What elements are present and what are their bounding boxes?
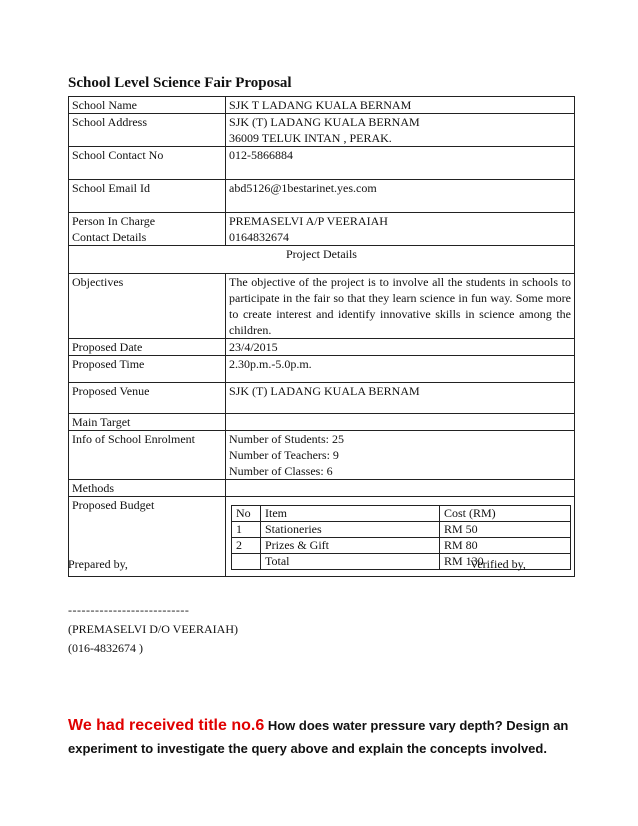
methods-value xyxy=(226,480,575,497)
person-name: PREMASELVI A/P VEERAIAH xyxy=(229,214,388,228)
budget-no: 1 xyxy=(232,522,261,538)
main-target-value xyxy=(226,414,575,431)
row-time xyxy=(69,356,575,383)
school-address-line2: 36009 TELUK INTAN , PERAK. xyxy=(229,131,392,145)
signature-line: --------------------------- xyxy=(68,603,190,617)
budget-row xyxy=(232,522,571,538)
budget-label: Proposed Budget xyxy=(69,497,226,577)
budget-cost: RM 50 xyxy=(440,522,571,538)
budget-header-no: No xyxy=(232,506,261,522)
title-note-text: How does water pressure vary depth? Design an experiment to investigate the query above and explain the concepts involved. xyxy=(68,718,569,756)
date-value: 23/4/2015 xyxy=(226,339,575,356)
budget-header-cost: Cost (RM) xyxy=(440,506,571,522)
person-in-charge-label: Person In Charge xyxy=(72,214,156,228)
title-note xyxy=(68,714,578,760)
date-label: Proposed Date xyxy=(69,339,226,356)
methods-label: Methods xyxy=(69,480,226,497)
enrolment-label: Info of School Enrolment xyxy=(69,431,226,480)
budget-header-row xyxy=(232,506,571,522)
enrolment-value xyxy=(226,431,575,480)
person-label xyxy=(69,213,226,246)
budget-item: Prizes & Gift xyxy=(261,538,440,554)
school-address-line1: SJK (T) LADANG KUALA BERNAM xyxy=(229,115,420,129)
time-value: 2.30p.m.-5.0p.m. xyxy=(226,356,575,383)
venue-label: Proposed Venue xyxy=(69,383,226,414)
school-address-label: School Address xyxy=(69,114,226,147)
objectives-value: The objective of the project is to involve all the students in schools to participate in the fair so that they learn science in fun way. Some more to create interest and identify innovative skills in science among the children. xyxy=(226,274,575,339)
budget-item: Total xyxy=(261,554,440,570)
person-phone: 0164832674 xyxy=(229,230,289,244)
venue-value: SJK (T) LADANG KUALA BERNAM xyxy=(226,383,575,414)
main-target-label: Main Target xyxy=(69,414,226,431)
project-details-heading: Project Details xyxy=(69,246,575,274)
contact-value: 012-5866884 xyxy=(226,147,575,180)
proposal-table xyxy=(68,96,575,577)
budget-row xyxy=(232,538,571,554)
row-enrolment xyxy=(69,431,575,480)
budget-no xyxy=(232,554,261,570)
budget-cost: RM 130 xyxy=(440,554,571,570)
budget-header-item: Item xyxy=(261,506,440,522)
row-contact xyxy=(69,147,575,180)
email-label: School Email Id xyxy=(69,180,226,213)
verified-by: Verified by, xyxy=(470,557,526,571)
time-label: Proposed Time xyxy=(69,356,226,383)
students-count: Number of Students: 25 xyxy=(229,432,344,446)
row-project-details xyxy=(69,246,575,274)
row-main-target xyxy=(69,414,575,431)
budget-cost: RM 80 xyxy=(440,538,571,554)
contact-details-label: Contact Details xyxy=(72,230,147,244)
row-methods xyxy=(69,480,575,497)
email-value: abd5126@1bestarinet.yes.com xyxy=(226,180,575,213)
prepared-by: Prepared by, xyxy=(68,557,128,571)
school-name-value: SJK T LADANG KUALA BERNAM xyxy=(226,97,575,114)
budget-no: 2 xyxy=(232,538,261,554)
signatory-name: (PREMASELVI D/O VEERAIAH) xyxy=(68,622,239,636)
person-value xyxy=(226,213,575,246)
budget-item: Stationeries xyxy=(261,522,440,538)
row-person xyxy=(69,213,575,246)
row-school-address xyxy=(69,114,575,147)
title-note-highlight: We had received title no.6 xyxy=(68,717,265,734)
row-venue xyxy=(69,383,575,414)
objectives-label: Objectives xyxy=(69,274,226,339)
teachers-count: Number of Teachers: 9 xyxy=(229,448,339,462)
row-email xyxy=(69,180,575,213)
contact-label: School Contact No xyxy=(69,147,226,180)
row-school-name xyxy=(69,97,575,114)
row-objectives xyxy=(69,274,575,339)
school-name-label: School Name xyxy=(69,97,226,114)
signatory-phone: (016-4832674 ) xyxy=(68,641,143,655)
row-date xyxy=(69,339,575,356)
classes-count: Number of Classes: 6 xyxy=(229,464,333,478)
page-title: School Level Science Fair Proposal xyxy=(68,75,292,91)
school-address-value xyxy=(226,114,575,147)
